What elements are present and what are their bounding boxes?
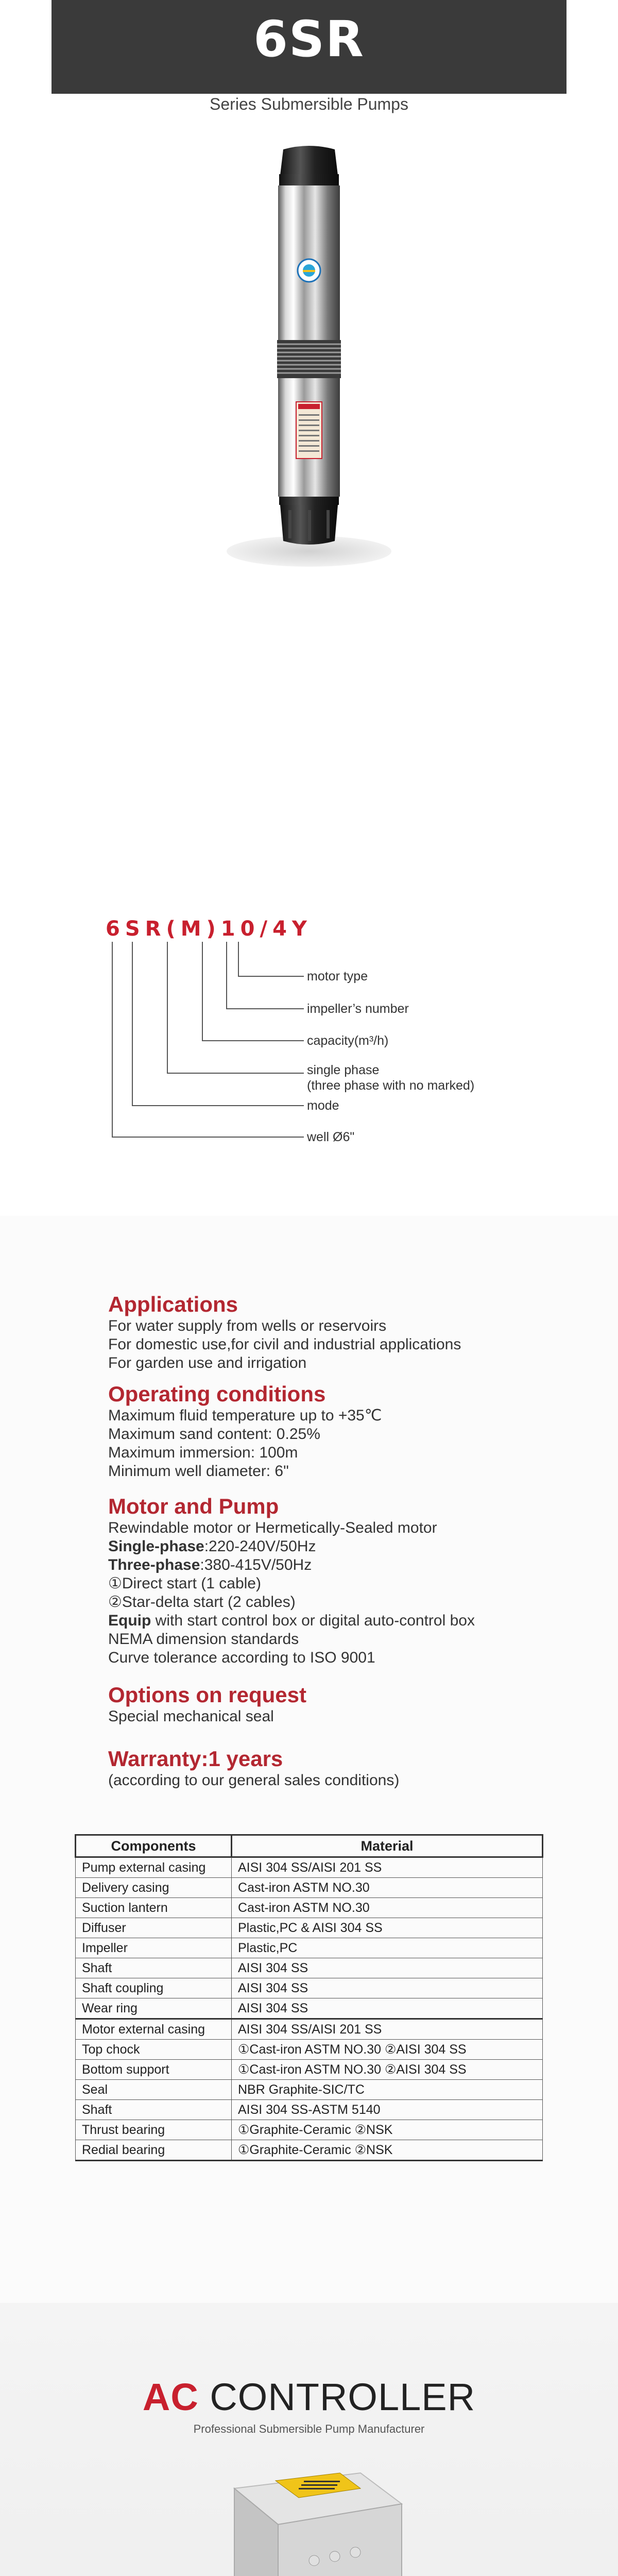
page-subtitle: Series Submersible Pumps — [210, 95, 408, 113]
three-phase-value: :380-415V/50Hz — [200, 1556, 312, 1573]
specs-section — [0, 1216, 618, 2303]
single-phase-line — [108, 1537, 316, 1556]
motor-line: Rewindable motor or Hermetically-Sealed motor — [108, 1519, 437, 1536]
material-cell: AISI 304 SS/AISI 201 SS — [232, 2019, 543, 2040]
options-heading: Options on request — [108, 1683, 307, 1707]
material-cell: ①Cast-iron ASTM NO.30 ②AISI 304 SS — [232, 2040, 543, 2060]
table-row — [76, 1958, 543, 1978]
component-cell: Shaft — [76, 1958, 232, 1978]
applications-line: For water supply from wells or reservoirs — [108, 1317, 387, 1334]
table-row — [76, 1878, 543, 1898]
material-cell: ①Cast-iron ASTM NO.30 ②AISI 304 SS — [232, 2060, 543, 2080]
operating-line: Minimum well diameter: 6" — [108, 1463, 289, 1480]
controller-subtitle: Professional Submersible Pump Manufacturer — [193, 2422, 425, 2435]
legend-well: well Ø6" — [307, 1130, 355, 1144]
table-header-material: Material — [232, 1835, 543, 1857]
single-phase-label: Single-phase — [108, 1538, 204, 1555]
table-row — [76, 1938, 543, 1958]
start-line: ②Star-delta start (2 cables) — [108, 1594, 296, 1611]
component-cell: Delivery casing — [76, 1878, 232, 1898]
component-cell: Shaft — [76, 2100, 232, 2120]
component-cell: Wear ring — [76, 1998, 232, 2019]
single-phase-value: :220-240V/50Hz — [204, 1538, 316, 1555]
table-row — [76, 1998, 543, 2019]
material-cell: NBR Graphite-SIC/TC — [232, 2080, 543, 2100]
component-cell: Diffuser — [76, 1918, 232, 1938]
table-row — [76, 2140, 543, 2161]
table-row — [76, 1857, 543, 1878]
table-row — [76, 1978, 543, 1998]
controller-title-rest: CONTROLLER — [198, 2376, 476, 2418]
table-row — [76, 2060, 543, 2080]
applications-line: For domestic use,for civil and industrial applications — [108, 1336, 461, 1353]
motor-heading: Motor and Pump — [108, 1494, 279, 1518]
component-cell: Pump external casing — [76, 1857, 232, 1878]
table-row — [76, 1898, 543, 1918]
page-title: 6SR — [253, 10, 365, 68]
table-row — [76, 1918, 543, 1938]
three-phase-line — [108, 1556, 312, 1574]
component-cell: Redial bearing — [76, 2140, 232, 2161]
equip-value: with start control box or digital auto-control box — [151, 1612, 475, 1629]
controller-boxes-image — [0, 2303, 618, 2576]
table-row — [76, 2120, 543, 2140]
applications-heading: Applications — [108, 1292, 238, 1316]
table-row — [76, 2040, 543, 2060]
legend-mode: mode — [307, 1098, 339, 1113]
operating-line: Maximum sand content: 0.25% — [108, 1426, 320, 1443]
three-phase-label: Three-phase — [108, 1556, 200, 1573]
component-cell: Thrust bearing — [76, 2120, 232, 2140]
material-cell: Cast-iron ASTM NO.30 — [232, 1898, 543, 1918]
operating-line: Maximum fluid temperature up to +35℃ — [108, 1407, 382, 1424]
material-cell: AISI 304 SS — [232, 1998, 543, 2019]
table-row — [76, 2100, 543, 2120]
nema-line: NEMA dimension standards — [108, 1631, 299, 1648]
component-cell: Motor external casing — [76, 2019, 232, 2040]
materials-table — [75, 1834, 543, 2161]
start-line: ①Direct start (1 cable) — [108, 1575, 261, 1592]
model-code: 6SR(M)10/4Y — [106, 917, 312, 941]
material-cell: Cast-iron ASTM NO.30 — [232, 1878, 543, 1898]
component-cell: Bottom support — [76, 2060, 232, 2080]
table-row — [76, 2019, 543, 2040]
hero-section — [0, 0, 618, 1216]
material-cell: AISI 304 SS — [232, 1978, 543, 1998]
table-header-components: Components — [76, 1835, 232, 1857]
material-cell: ①Graphite-Ceramic ②NSK — [232, 2140, 543, 2161]
material-cell: ①Graphite-Ceramic ②NSK — [232, 2120, 543, 2140]
curve-line: Curve tolerance according to ISO 9001 — [108, 1649, 375, 1666]
applications-line: For garden use and irrigation — [108, 1354, 307, 1371]
warranty-line: (according to our general sales conditions) — [108, 1772, 400, 1789]
equip-label: Equip — [108, 1612, 151, 1629]
component-cell: Impeller — [76, 1938, 232, 1958]
material-cell: AISI 304 SS/AISI 201 SS — [232, 1857, 543, 1878]
controller-section — [0, 2303, 618, 2576]
material-cell: Plastic,PC — [232, 1938, 543, 1958]
options-line: Special mechanical seal — [108, 1708, 274, 1725]
warranty-heading: Warranty:1 years — [108, 1747, 283, 1771]
component-cell: Top chock — [76, 2040, 232, 2060]
component-cell: Shaft coupling — [76, 1978, 232, 1998]
operating-line: Maximum immersion: 100m — [108, 1444, 298, 1461]
equip-line — [108, 1612, 475, 1630]
operating-heading: Operating conditions — [108, 1382, 326, 1406]
material-cell: Plastic,PC & AISI 304 SS — [232, 1918, 543, 1938]
legend-motor-type: motor type — [307, 969, 368, 984]
legend-capacity: capacity(m³/h) — [307, 1033, 389, 1048]
component-cell: Seal — [76, 2080, 232, 2100]
legend-impeller: impeller’s number — [307, 1002, 409, 1016]
component-cell: Suction lantern — [76, 1898, 232, 1918]
legend-phase: single phase (three phase with no marked) — [307, 1063, 475, 1093]
controller-title-accent: AC — [142, 2376, 199, 2418]
material-cell: AISI 304 SS — [232, 1958, 543, 1978]
material-cell: AISI 304 SS-ASTM 5140 — [232, 2100, 543, 2120]
table-row — [76, 2080, 543, 2100]
